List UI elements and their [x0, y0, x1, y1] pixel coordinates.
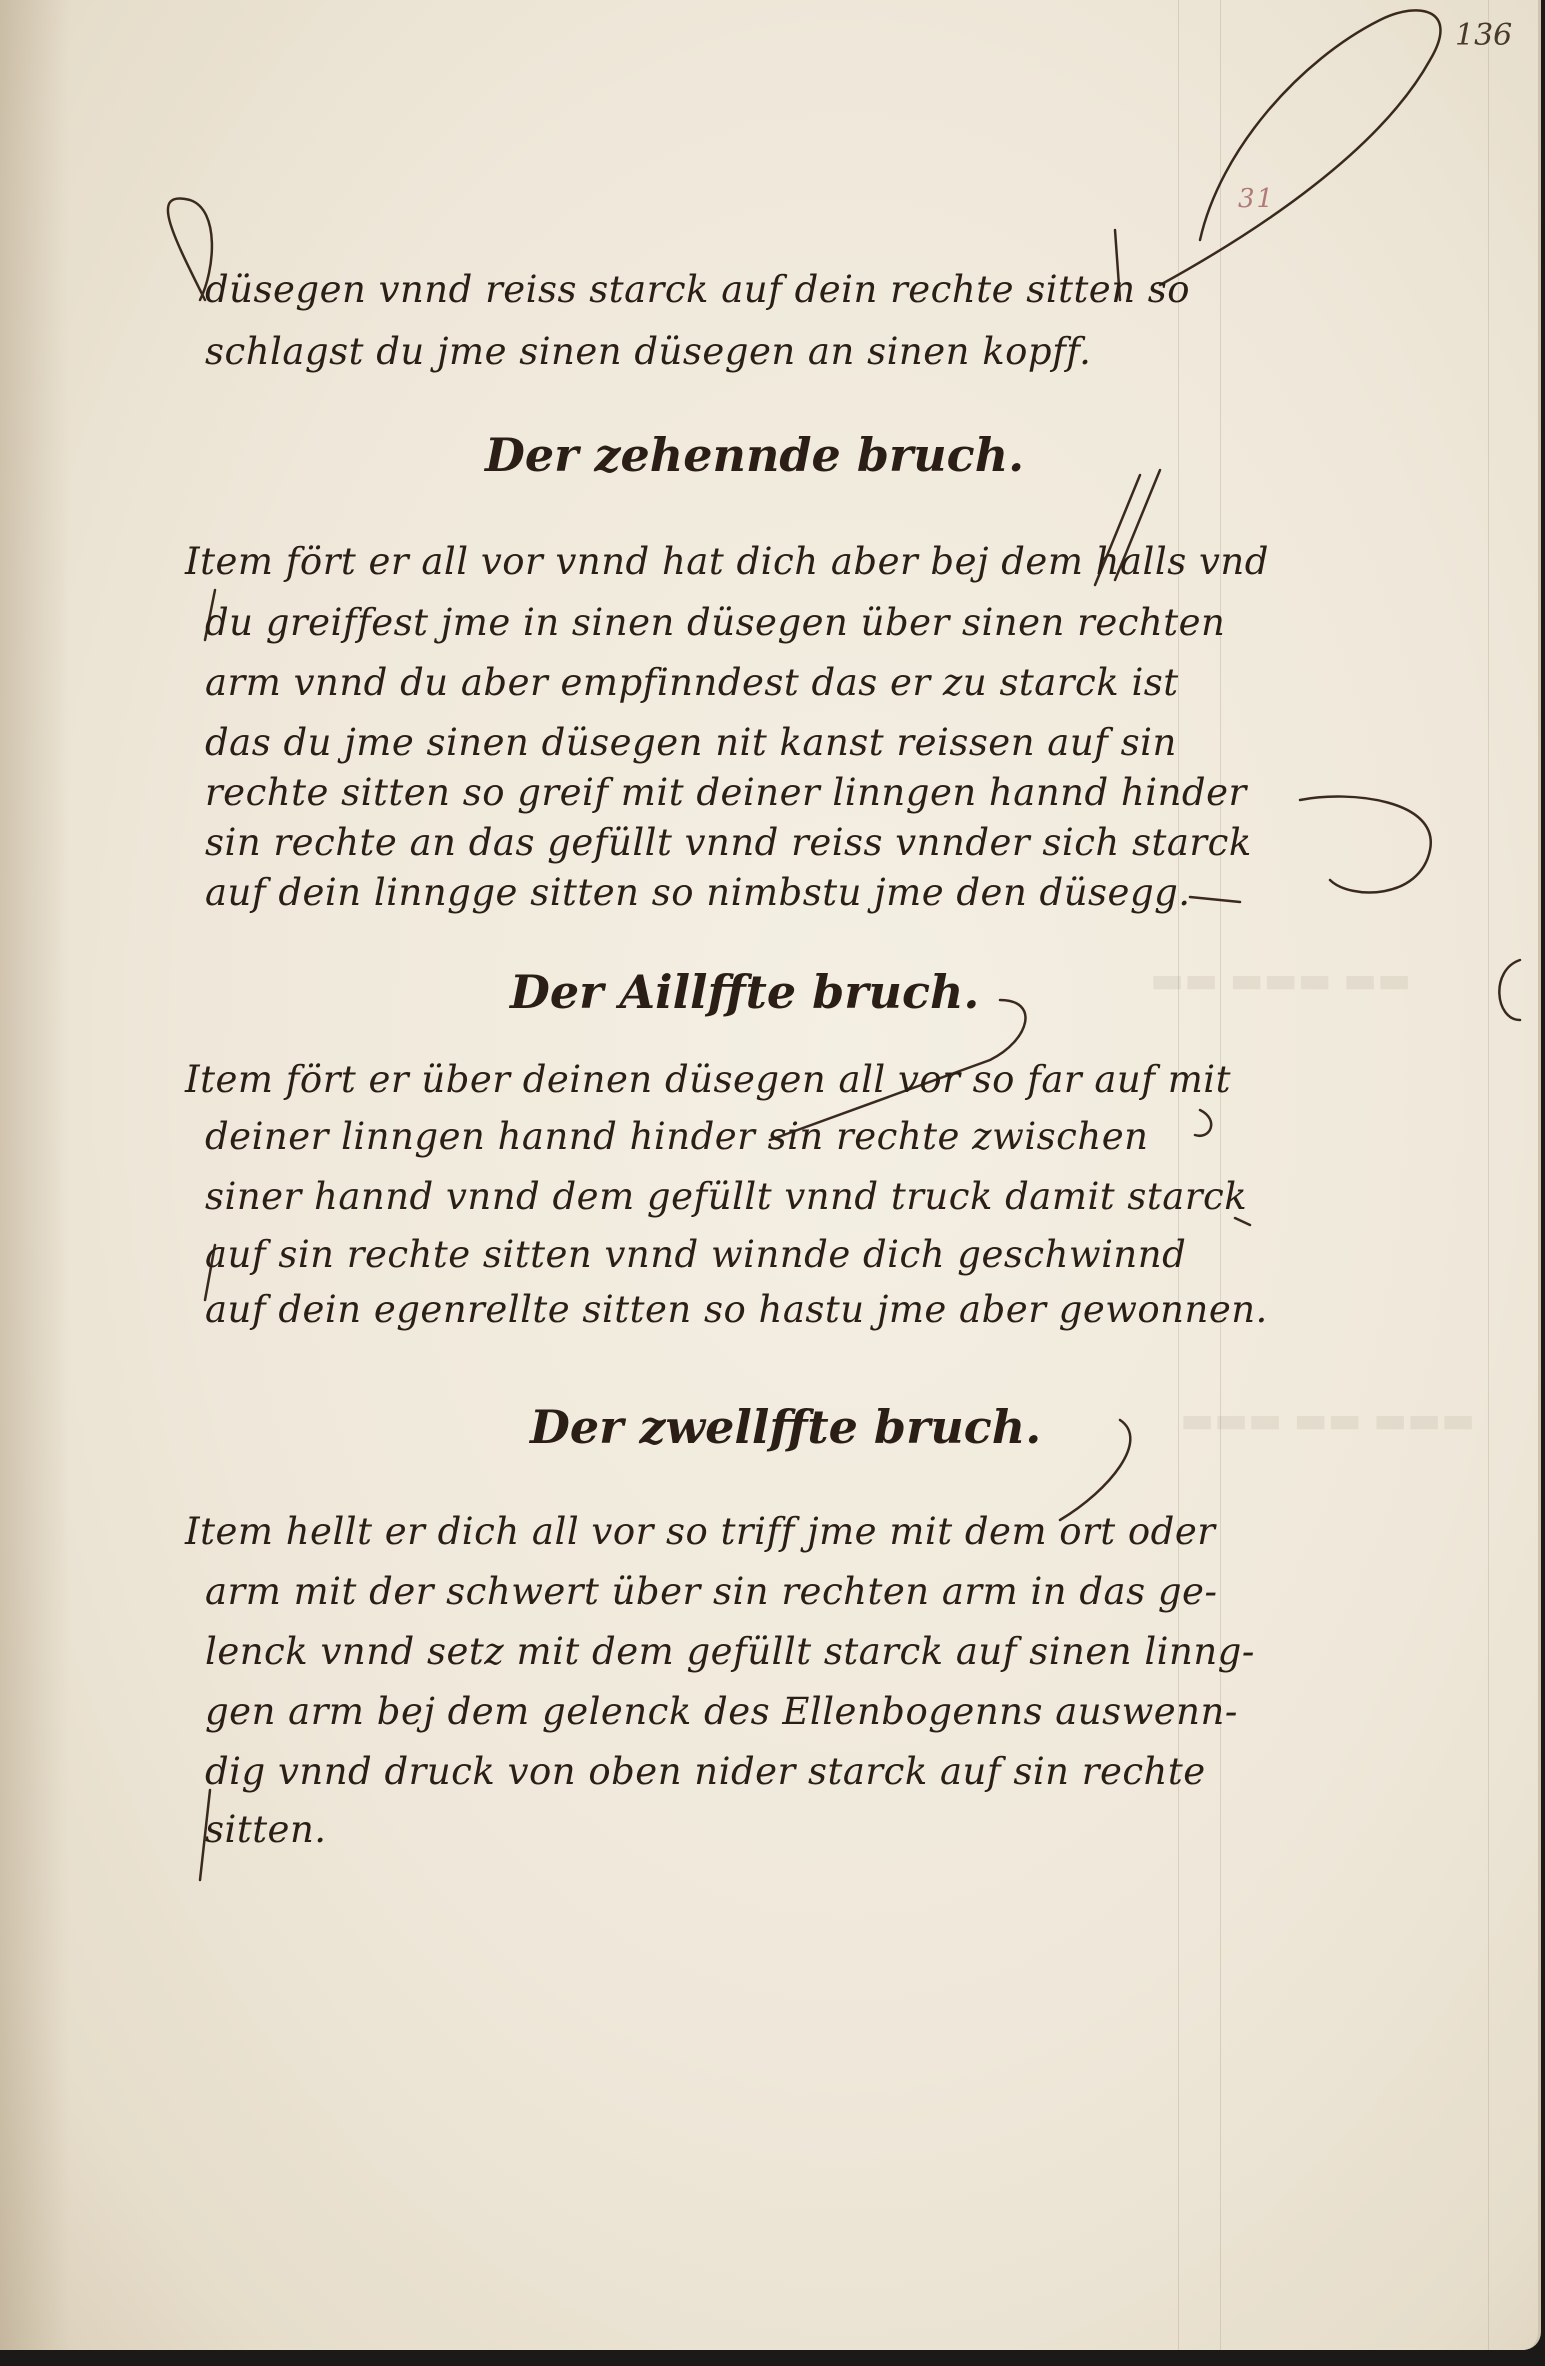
text-line: das du jme sinen düsegen nit kanst reissen auf sin — [205, 721, 1177, 764]
text-line: Item fört er all vor vnnd hat dich aber bej dem halls vnd — [185, 540, 1269, 583]
text-line: Item hellt er dich all vor so triff jme mit dem ort oder — [185, 1510, 1216, 1553]
bleed-through-texture: ▬▬ ▬▬▬ ▬▬ — [1150, 960, 1411, 1001]
text-line: siner hannd vnnd dem gefüllt vnnd truck damit starck — [205, 1175, 1248, 1218]
folio-number: 136 — [1455, 18, 1513, 53]
text-line: sin rechte an das gefüllt vnnd reiss vnnder sich starck — [205, 821, 1252, 864]
text-line: du greiffest jme in sinen düsegen über sinen rechten — [205, 601, 1226, 644]
text-line: deiner linngen hannd hinder sin rechte zwischen — [205, 1115, 1149, 1158]
bleed-through-texture: ▬▬▬ ▬▬ ▬▬▬ — [1180, 1400, 1475, 1441]
text-line: dig vnnd druck von oben nider starck auf sin rechte — [205, 1750, 1206, 1793]
text-line: sitten. — [205, 1808, 327, 1851]
text-line: Item fört er über deinen düsegen all vor so far auf mit — [185, 1058, 1231, 1101]
pencil-page-number: 31 — [1238, 184, 1276, 214]
text-line: düsegen vnnd reiss starck auf dein rechte sitten so — [205, 268, 1191, 311]
section-heading: Der zehennde bruch. — [485, 428, 1025, 482]
text-line: arm mit der schwert über sin rechten arm in das ge- — [205, 1570, 1218, 1613]
text-line: gen arm bej dem gelenck des Ellenbogenns auswenn- — [205, 1690, 1238, 1733]
flourish-loop — [1160, 10, 1440, 285]
text-line: auf sin rechte sitten vnnd winnde dich geschwinnd — [205, 1233, 1187, 1276]
section-heading: Der Aillffte bruch. — [510, 965, 980, 1019]
text-line: arm vnnd du aber empfinndest das er zu starck ist — [205, 661, 1179, 704]
section-heading: Der zwellffte bruch. — [530, 1400, 1042, 1454]
text-line: schlagst du jme sinen düsegen an sinen kopff. — [205, 330, 1092, 373]
text-line: auf dein linngge sitten so nimbstu jme den düsegg. — [205, 871, 1191, 914]
text-line: rechte sitten so greif mit deiner linngen hannd hinder — [205, 771, 1247, 814]
text-line: lenck vnnd setz mit dem gefüllt starck auf sinen linng- — [205, 1630, 1255, 1673]
text-line: auf dein egenrellte sitten so hastu jme aber gewonnen. — [205, 1288, 1268, 1331]
